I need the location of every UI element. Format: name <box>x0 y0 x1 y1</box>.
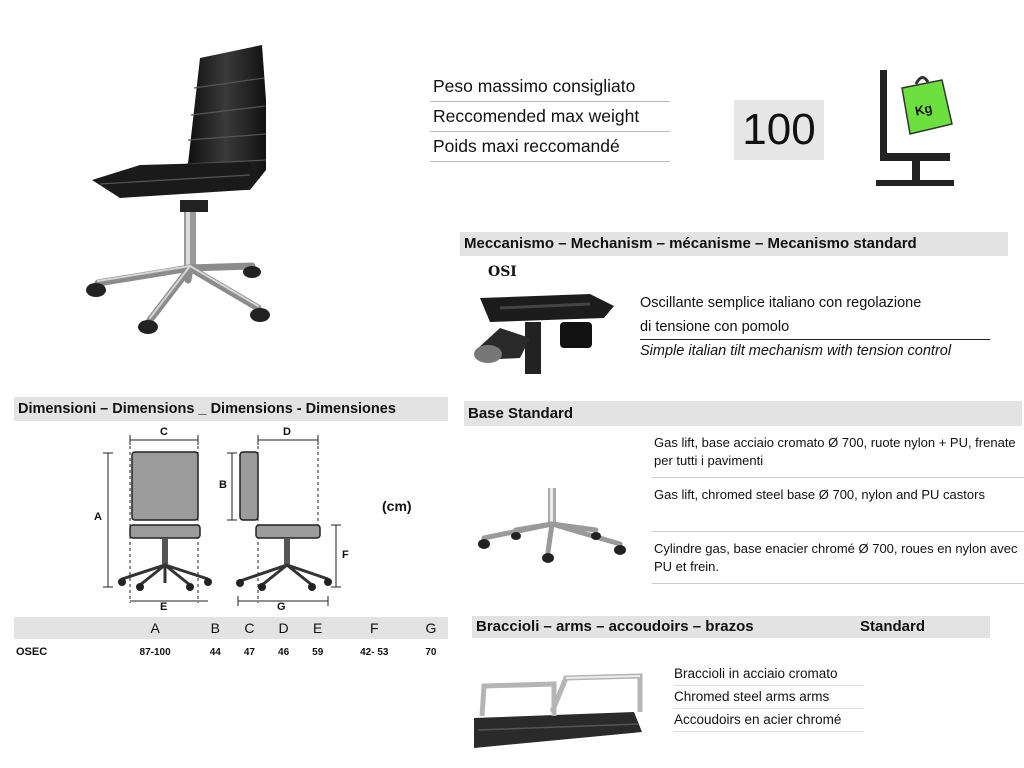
diagram-label-f: F <box>342 549 349 561</box>
arms-desc-fr: Accoudoirs en acier chromé <box>674 709 864 732</box>
weight-label-fr: Poids maxi reccomandé <box>430 132 670 162</box>
cell-c: 47 <box>243 646 255 658</box>
diagram-label-e: E <box>160 601 168 613</box>
chair-photo <box>80 40 290 340</box>
weight-label-en: Reccomended max weight <box>430 102 670 132</box>
weight-icon <box>870 66 960 186</box>
cell-b: 44 <box>209 646 221 658</box>
weight-label-it: Peso massimo consigliato <box>430 72 670 102</box>
arms-desc <box>674 663 864 732</box>
col-d: D <box>278 620 289 636</box>
mechanism-header: Meccanismo – Mechanism – mécanisme – Mecanismo standard <box>460 232 1008 256</box>
diagram-label-g: G <box>277 601 286 613</box>
row-model: OSEC <box>16 646 48 658</box>
max-weight-labels <box>430 72 670 162</box>
arms-header-title: Braccioli – arms – accoudoirs – brazos <box>476 618 754 635</box>
arms-header-standard: Standard <box>860 618 926 635</box>
diagram-label-c: C <box>160 426 168 438</box>
max-weight-value: 100 <box>734 100 824 160</box>
cell-d: 46 <box>278 646 290 658</box>
base-desc-it: Gas lift, base acciaio cromato Ø 700, ruote nylon + PU, frenate per tutti i pavimenti <box>652 430 1024 478</box>
table-row <box>14 639 448 665</box>
base-desc <box>652 430 1024 584</box>
col-c: C <box>244 620 255 636</box>
col-e: E <box>313 620 323 636</box>
base-photo <box>474 486 630 566</box>
mechanism-photo <box>470 288 620 374</box>
col-f: F <box>370 620 379 636</box>
col-b: B <box>210 620 220 636</box>
mechanism-desc-en: Simple italian tilt mechanism with tension control <box>640 343 952 359</box>
arms-desc-it: Braccioli in acciaio cromato <box>674 663 864 686</box>
dimensions-unit: (cm) <box>382 498 412 514</box>
base-header: Base Standard <box>464 401 1022 426</box>
mechanism-code: OSI <box>488 264 517 280</box>
weight-icon-label: Kg <box>913 100 934 119</box>
cell-g: 70 <box>425 646 437 658</box>
diagram-label-a: A <box>94 511 102 523</box>
arms-header <box>472 616 990 638</box>
dimensions-header: Dimensioni – Dimensions _ Dimensions - Dimensiones <box>14 397 448 421</box>
cell-f: 42- 53 <box>360 646 389 658</box>
diagram-label-b: B <box>219 479 227 491</box>
mechanism-desc-it-1: Oscillante semplice italiano con regolazione <box>640 295 922 311</box>
cell-a: 87-100 <box>139 646 171 658</box>
col-g: G <box>425 620 437 636</box>
mechanism-desc-it-2: di tensione con pomolo <box>640 315 990 340</box>
dimension-diagram <box>90 425 350 615</box>
col-a: A <box>150 620 160 636</box>
arms-photo <box>474 668 646 758</box>
base-desc-en: Gas lift, chromed steel base Ø 700, nylon and PU castors <box>652 478 1024 532</box>
arms-desc-en: Chromed steel arms arms <box>674 686 864 709</box>
mechanism-desc <box>640 291 990 362</box>
cell-e: 59 <box>312 646 324 658</box>
dimensions-table <box>14 617 448 665</box>
base-desc-fr: Cylindre gas, base enacier chromé Ø 700, roues en nylon avec PU et frein. <box>652 532 1024 584</box>
diagram-label-d: D <box>283 426 291 438</box>
